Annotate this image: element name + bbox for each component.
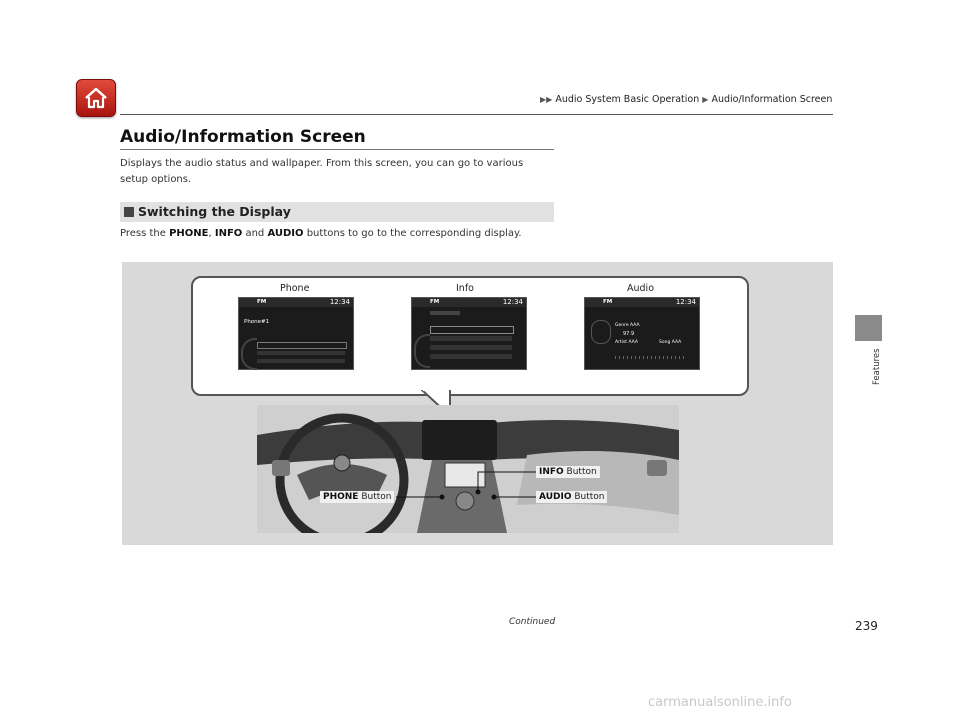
section-header [120, 202, 554, 222]
page-description: Displays the audio status and wallpaper. From this screen, you can go to various setup options. [120, 158, 524, 185]
phone-screen-label: Phone [280, 283, 310, 294]
home-button[interactable] [76, 79, 116, 117]
frequency-label: 97.9 [623, 331, 635, 337]
instruction-phone: PHONE [169, 228, 209, 239]
breadcrumb-arrow-icon: ▶ [702, 95, 709, 104]
instruction-sep: and [242, 228, 268, 239]
phone-screen [238, 297, 354, 370]
page-number: 239 [855, 619, 878, 633]
breadcrumb-arrow-icon: ▶▶ [540, 95, 553, 104]
info-screen-label: Info [456, 283, 474, 294]
audio-screen-label: Audio [627, 283, 655, 294]
section-title: Switching the Display [138, 204, 291, 219]
song-label: Song AAA [659, 340, 682, 345]
instruction-sep: , [208, 228, 215, 239]
title-divider [120, 149, 554, 150]
features-tab-label: Features [872, 348, 882, 385]
instruction-suffix: buttons to go to the corresponding display. [303, 228, 522, 239]
breadcrumb-link-basic-operation[interactable]: Audio System Basic Operation [555, 94, 700, 105]
audio-button-label: AUDIO Button [536, 491, 607, 503]
breadcrumb [540, 94, 832, 105]
header-divider [120, 114, 833, 115]
breadcrumb-current: Audio/Information Screen [711, 94, 833, 105]
instruction-text [120, 228, 522, 239]
clock: 12:34 [502, 298, 523, 306]
features-tab-marker[interactable] [855, 315, 882, 341]
continued-note: Continued [509, 617, 556, 627]
section-square-icon [124, 207, 134, 217]
info-screen [411, 297, 527, 370]
phone-line: Phone#1 [244, 319, 270, 325]
artist-label: Artist AAA [615, 340, 638, 345]
watermark: carmanualsonline.info [648, 695, 792, 710]
instruction-audio: AUDIO [267, 228, 304, 239]
band-label: FM [603, 299, 613, 305]
page-title: Audio/Information Screen [120, 127, 366, 147]
band-label: FM [257, 299, 267, 305]
button-leader-lines [390, 465, 550, 505]
info-button-label: INFO Button [536, 466, 600, 478]
clock: 12:34 [675, 298, 696, 306]
instruction-info: INFO [214, 228, 243, 239]
phone-button-label: PHONE Button [320, 491, 394, 503]
home-icon [83, 85, 109, 111]
genre-label: Genre AAA [615, 323, 640, 328]
band-label: FM [430, 299, 440, 305]
audio-screen [584, 297, 700, 370]
clock: 12:34 [329, 298, 350, 306]
instruction-prefix: Press the [120, 228, 170, 239]
